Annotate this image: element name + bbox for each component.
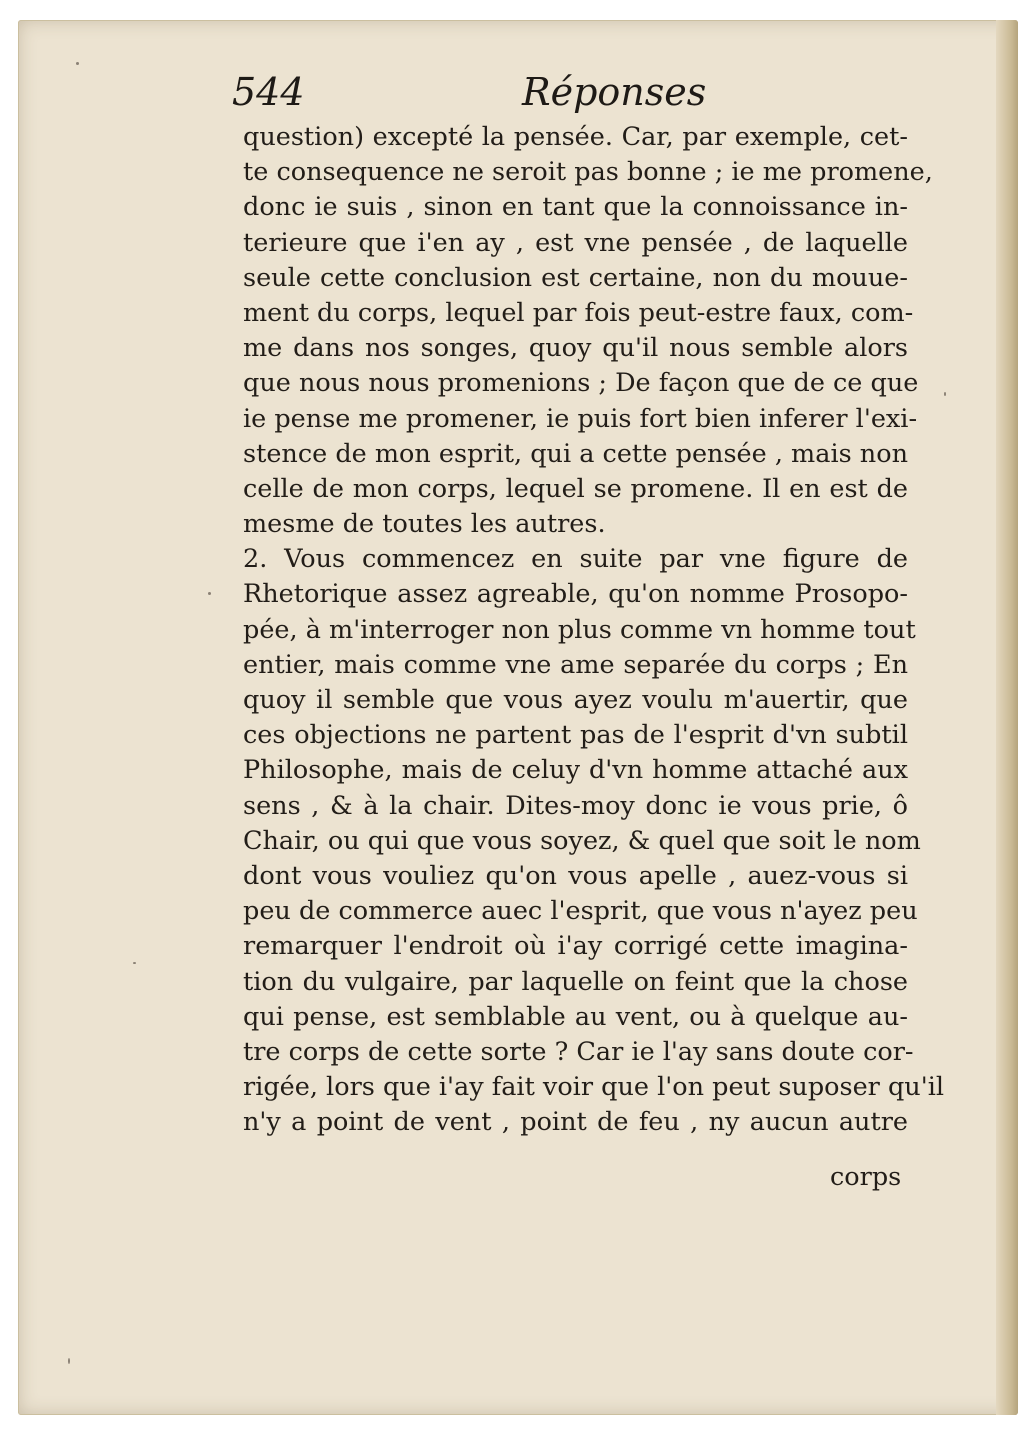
text-line: rigée, lors que i'ay fait voir que l'on peut suposer qu'il	[243, 1072, 945, 1103]
running-head: Réponses	[522, 70, 707, 114]
text-line: celle de mon corps, lequel se promene. Il en est de	[243, 473, 908, 504]
text-line: terieure que i'en ay , est vne pensée , de laquelle	[243, 227, 908, 258]
text-line: pée, à m'interroger non plus comme vn homme tout	[243, 614, 916, 645]
text-line: n'y a point de vent , point de feu , ny aucun autre	[243, 1107, 908, 1138]
paper-speck	[133, 962, 136, 964]
text-line: te consequence ne seroit pas bonne ; ie me promene,	[243, 157, 933, 188]
text-line: me dans nos songes, quoy qu'il nous semble alors	[243, 333, 908, 364]
text-line: ment du corps, lequel par fois peut-estre faux, com-	[243, 297, 914, 328]
body-text	[243, 120, 945, 1140]
paper-speck	[68, 1358, 70, 1364]
text-line: dont vous vouliez qu'on vous apelle , auez-vous si	[243, 860, 908, 891]
text-line: Chair, ou qui que vous soyez, & quel que soit le nom	[243, 825, 921, 856]
paper-speck	[944, 392, 946, 396]
text-line: que nous nous promenions ; De façon que de ce que	[243, 368, 919, 399]
text-line: remarquer l'endroit où i'ay corrigé cette imagina-	[243, 931, 908, 962]
text-line: tion du vulgaire, par laquelle on feint que la chose	[243, 966, 908, 997]
text-line: quoy il semble que vous ayez voulu m'auertir, que	[243, 685, 908, 715]
text-line: entier, mais comme vne ame separée du corps ; En	[243, 649, 908, 680]
text-line: sens , & à la chair. Dites-moy donc ie vous prie, ô	[243, 790, 908, 821]
text-line: mesme de toutes les autres.	[243, 509, 606, 540]
text-line: stence de mon esprit, qui a cette pensée , mais non	[243, 438, 908, 469]
paper-speck	[76, 62, 79, 65]
text-line: donc ie suis , sinon en tant que la connoissance in-	[243, 192, 908, 223]
text-line: peu de commerce auec l'esprit, que vous n'ayez peu	[243, 896, 918, 927]
page-gutter	[996, 20, 1018, 1415]
text-line: Rhetorique assez agreable, qu'on nomme Prosopo-	[243, 579, 908, 610]
text-line: Philosophe, mais de celuy d'vn homme attaché aux	[243, 755, 908, 786]
text-line: tre corps de cette sorte ? Car ie l'ay sans doute cor-	[243, 1036, 914, 1067]
text-line: qui pense, est semblable au vent, ou à quelque au-	[243, 1001, 908, 1032]
page-header	[232, 70, 932, 120]
text-line: ces objections ne partent pas de l'esprit d'vn subtil	[243, 720, 908, 751]
text-line: question) excepté la pensée. Car, par exemple, cet-	[243, 122, 908, 152]
text-line: 2. Vous commencez en suite par vne figure de	[243, 544, 908, 575]
page-number: 544	[232, 70, 305, 114]
catchword: corps	[830, 1162, 902, 1192]
paper-speck	[208, 592, 211, 595]
text-line: ie pense me promener, ie puis fort bien inferer l'exi-	[243, 403, 918, 434]
text-line: seule cette conclusion est certaine, non du mouue-	[243, 262, 908, 293]
